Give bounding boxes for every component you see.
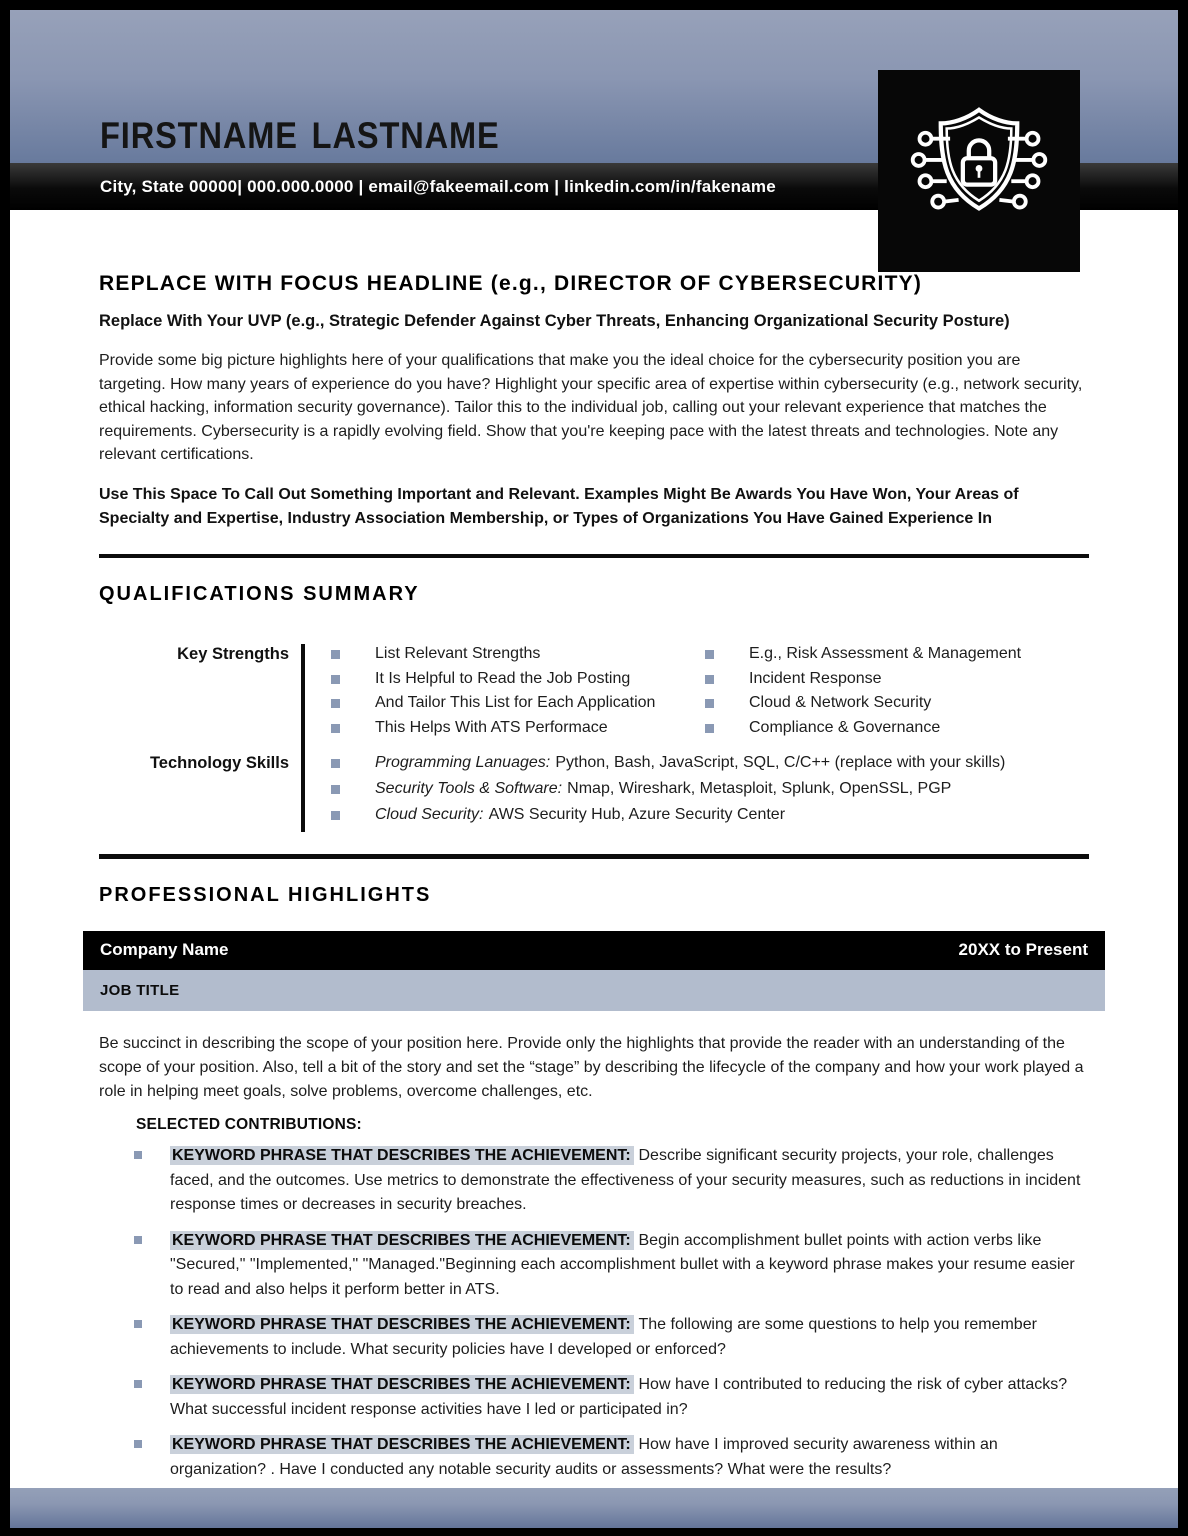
list-item: Security Tools & Software: Nmap, Wireshark, Metasploit, Splunk, OpenSSL, PGP (331, 776, 1089, 802)
qualifications-summary (99, 642, 1089, 832)
square-bullet-icon (134, 1440, 142, 1448)
focus-headline: REPLACE WITH FOCUS HEADLINE (e.g., DIRECTOR OF CYBERSECURITY) (99, 272, 923, 295)
uvp-line: Replace With Your UVP (e.g., Strategic Defender Against Cyber Threats, Enhancing Organizational Security Posture) (99, 312, 1010, 330)
contribution-item (134, 1313, 1089, 1362)
contribution-text: The following are some questions to help you remember achievements to include. What security policies have I developed or enforced? (170, 1316, 1037, 1358)
highlights-title: PROFESSIONAL HIGHLIGHTS (99, 883, 432, 906)
contribution-text: Begin accomplishment bullet points with action verbs like "Secured," "Implemented," "Managed."Beginning each accomplishment bullet with a keyword phrase makes your resume easier to read and also helps it perform better in ATS. (170, 1231, 1075, 1298)
summary-paragraph: Provide some big picture highlights here of your qualifications that make you the ideal choice for the cybersecurity position you are targeting. How many years of experience do you have? Highlight your specific area of expertise within cybersecurity (e.g., network security, ethical hacking, information security governance). Tailor this to the individual job, calling out your relevant experience that matches the requirements. Cybersecurity is a rapidly evolving field. Show that you're keeping pace with the latest threats and technologies. Note any relevant certifications. (99, 352, 1083, 464)
keyword-phrase: KEYWORD PHRASE THAT DESCRIBES THE ACHIEVEMENT: (170, 1315, 634, 1334)
square-bullet-icon (331, 699, 340, 708)
square-bullet-icon (705, 699, 714, 708)
section-divider-bottom (99, 854, 1089, 859)
square-bullet-icon (134, 1320, 142, 1328)
contribution-text: How have I contributed to reducing the risk of cyber attacks? What successful incident response activities have I led or participated in? (170, 1376, 1068, 1418)
technology-skills-content (331, 740, 1089, 828)
list-item: Cloud & Network Security (705, 691, 1089, 716)
keyword-phrase: KEYWORD PHRASE THAT DESCRIBES THE ACHIEVEMENT: (170, 1375, 634, 1394)
square-bullet-icon (705, 724, 714, 733)
employment-dates: 20XX to Present (958, 940, 1088, 960)
square-bullet-icon (134, 1380, 142, 1388)
square-bullet-icon (331, 650, 340, 659)
square-bullet-icon (705, 675, 714, 684)
job-title: JOB TITLE (100, 981, 180, 999)
qualifications-title: QUALIFICATIONS SUMMARY (99, 583, 420, 606)
person-name: firstname lastname (100, 101, 500, 160)
resume-page (10, 10, 1178, 1528)
position-scope-paragraph: Be succinct in describing the scope of your position here. Provide only the highlights that provide the reader with an understanding of the scope of your position. Also, tell a bit of the story and set the “stage” by describing the lifecycle of the company and how your work played a role in helping meet goals, solve problems, overcome challenges, etc. (99, 1034, 1084, 1100)
callout-paragraph: Use This Space To Call Out Something Important and Relevant. Examples Might Be Awards You Have Won, Your Areas of Specialty and Expertise, Industry Association Membership, or Types of Organizations You Have Gained Experience In (99, 485, 1019, 528)
contribution-item (134, 1433, 1089, 1482)
keyword-phrase: KEYWORD PHRASE THAT DESCRIBES THE ACHIEVEMENT: (170, 1435, 634, 1454)
job-title-bar (83, 970, 1105, 1011)
contribution-item (134, 1144, 1089, 1218)
keyword-phrase: KEYWORD PHRASE THAT DESCRIBES THE ACHIEVEMENT: (170, 1146, 634, 1165)
square-bullet-icon (331, 785, 340, 794)
list-item: E.g., Risk Assessment & Management (705, 642, 1089, 667)
vertical-divider (301, 644, 305, 832)
list-item: Cloud Security: AWS Security Hub, Azure Security Center (331, 802, 1089, 828)
contributions-list (134, 1144, 1089, 1482)
square-bullet-icon (331, 759, 340, 768)
list-item: And Tailor This List for Each Application (331, 691, 705, 716)
logo-box (878, 70, 1080, 272)
list-item: Compliance & Governance (705, 716, 1089, 741)
key-strengths-column-2 (705, 642, 1089, 740)
key-strengths-label: Key Strengths (177, 645, 289, 664)
selected-contributions-label: SELECTED CONTRIBUTIONS: (136, 1116, 362, 1134)
square-bullet-icon (134, 1151, 142, 1159)
contribution-item (134, 1229, 1089, 1303)
contribution-item (134, 1373, 1089, 1422)
shield-lock-circuit-icon (894, 86, 1064, 256)
key-strengths-content (331, 642, 1089, 740)
section-divider-top (99, 554, 1089, 559)
square-bullet-icon (331, 811, 340, 820)
list-item: Programming Lanuages: Python, Bash, JavaScript, SQL, C/C++ (replace with your skills) (331, 750, 1089, 776)
resume-body (10, 272, 1178, 1482)
square-bullet-icon (331, 724, 340, 733)
key-strengths-column-1 (331, 642, 705, 740)
square-bullet-icon (331, 675, 340, 684)
contact-info: City, State 00000| 000.000.0000 | email@fakeemail.com | linkedin.com/in/fakename (100, 176, 776, 196)
list-item: List Relevant Strengths (331, 642, 705, 667)
list-item: Incident Response (705, 667, 1089, 692)
square-bullet-icon (134, 1236, 142, 1244)
company-name: Company Name (100, 940, 229, 960)
technology-skills-list (331, 750, 1089, 828)
list-item: It Is Helpful to Read the Job Posting (331, 667, 705, 692)
square-bullet-icon (705, 650, 714, 659)
contribution-text: Describe significant security projects, your role, challenges faced, and the outcomes. Use metrics to demonstrate the effectiveness of your security measures, such as reductions in incident response times or decreases in security breaches. (170, 1147, 1081, 1214)
keyword-phrase: KEYWORD PHRASE THAT DESCRIBES THE ACHIEVEMENT: (170, 1231, 634, 1250)
contribution-text: How have I improved security awareness within an organization? . Have I conducted any notable security audits or assessments? What were the results? (170, 1436, 998, 1478)
list-item: This Helps With ATS Performace (331, 716, 705, 741)
technology-skills-label: Technology Skills (149, 754, 289, 773)
footer-bar (10, 1488, 1178, 1528)
company-header-bar (83, 931, 1105, 970)
